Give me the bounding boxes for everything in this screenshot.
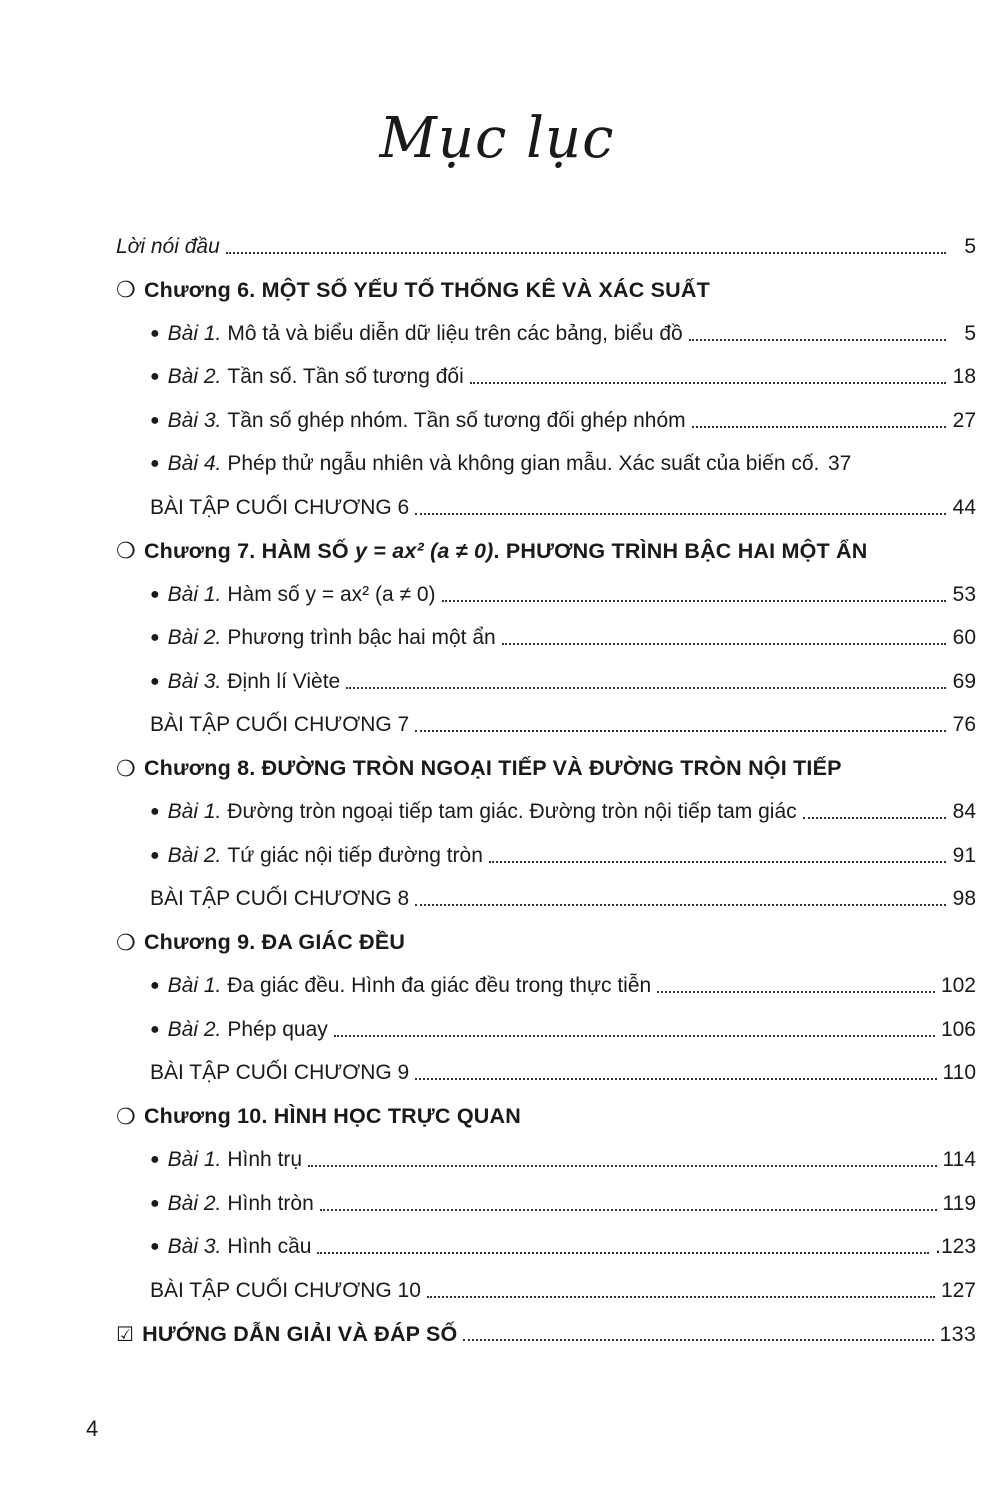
table-of-contents <box>116 225 976 1356</box>
toc-title-text: Mục lục <box>379 106 615 171</box>
page-number: 4 <box>86 1416 99 1441</box>
bullet-icon: ● <box>150 585 160 603</box>
circle-icon: ❍ <box>116 929 136 955</box>
dot-leader <box>692 426 946 428</box>
entry-page: 18 <box>952 365 976 389</box>
entry-text: Lời nói đầu <box>116 234 220 258</box>
entry-page: 84 <box>952 800 976 824</box>
dot-leader <box>689 339 946 341</box>
chapter-heading-9[interactable] <box>116 921 976 965</box>
entry-text: Phép thử ngẫu nhiên và không gian mẫu. Xác suất của biến cố. <box>227 452 820 476</box>
chapter-heading-7[interactable] <box>116 530 976 574</box>
circle-icon: ❍ <box>116 277 136 303</box>
lesson-label: Bài 2. <box>167 626 222 650</box>
entry-page: 91 <box>952 843 976 867</box>
toc-entry[interactable] <box>116 617 976 661</box>
entry-page: 127 <box>940 1278 976 1302</box>
lesson-label: Bài 3. <box>167 1235 222 1259</box>
toc-entry[interactable] <box>116 1008 976 1052</box>
lesson-label: Bài 1. <box>167 582 222 606</box>
toc-entry-review[interactable] <box>116 704 976 748</box>
toc-entry-review[interactable] <box>116 486 976 530</box>
lesson-label: Bài 2. <box>167 365 222 389</box>
toc-entry[interactable] <box>116 1139 976 1183</box>
toc-title <box>0 88 994 198</box>
toc-entry[interactable] <box>116 312 976 356</box>
entry-text: Phép quay <box>227 1017 328 1041</box>
bullet-icon: ● <box>150 846 160 864</box>
chapter-heading-8[interactable] <box>116 747 976 791</box>
dot-leader <box>657 991 935 993</box>
entry-text: BÀI TẬP CUỐI CHƯƠNG 9 <box>150 1061 410 1085</box>
entry-text: Đa giác đều. Hình đa giác đều trong thực tiễn <box>227 974 652 998</box>
entry-text: HƯỚNG DẪN GIẢI VÀ ĐÁP SỐ <box>142 1321 458 1346</box>
toc-entry[interactable] <box>116 791 976 835</box>
bullet-icon: ● <box>150 1238 160 1256</box>
chapter-title-suffix: . PHƯƠNG TRÌNH BẬC HAI MỘT ẨN <box>493 538 868 563</box>
entry-text: Tần số. Tần số tương đối <box>227 365 464 389</box>
entry-page: 119 <box>942 1191 976 1215</box>
dot-leader <box>470 382 946 384</box>
entry-text: Mô tả và biểu diễn dữ liệu trên các bảng, biểu đồ <box>227 321 683 345</box>
toc-entry[interactable] <box>116 1182 976 1226</box>
dot-leader <box>415 1078 936 1080</box>
toc-entry[interactable] <box>116 356 976 400</box>
dot-leader <box>415 513 946 515</box>
dot-leader <box>803 817 946 819</box>
entry-page: 133 <box>939 1321 976 1346</box>
entry-text: Hình tròn <box>227 1191 314 1215</box>
entry-text: Hình cầu <box>227 1235 312 1259</box>
entry-page: 106 <box>940 1017 976 1041</box>
bullet-icon: ● <box>150 803 160 821</box>
toc-entry-preface[interactable] <box>116 225 976 269</box>
circle-icon: ❍ <box>116 538 136 564</box>
entry-text: Hàm số y = ax² (a ≠ 0) <box>227 582 436 606</box>
checkbox-icon: ☑ <box>116 1323 135 1346</box>
bullet-icon: ● <box>150 368 160 386</box>
lesson-label: Bài 1. <box>167 1148 222 1172</box>
dot-leader <box>427 1296 935 1298</box>
chapter-title-formula: y = ax² (a ≠ 0) <box>354 538 494 563</box>
entry-page: 44 <box>952 495 976 519</box>
entry-page: .123 <box>935 1235 976 1259</box>
chapter-heading-6[interactable] <box>116 269 976 313</box>
lesson-label: Bài 3. <box>167 669 222 693</box>
chapter-title: Chương 9. ĐA GIÁC ĐỀU <box>143 930 406 955</box>
bullet-icon: ● <box>150 455 160 473</box>
chapter-title: Chương 6. MỘT SỐ YẾU TỐ THỐNG KÊ VÀ XÁC SUẤT <box>143 277 710 302</box>
dot-leader <box>415 904 946 906</box>
chapter-heading-10[interactable] <box>116 1095 976 1139</box>
dot-leader <box>502 643 946 645</box>
entry-page: 114 <box>942 1148 976 1172</box>
dot-leader <box>346 687 946 689</box>
toc-entry[interactable] <box>116 965 976 1009</box>
chapter-title-prefix: Chương 7. HÀM SỐ <box>143 538 355 563</box>
dot-leader <box>226 252 946 254</box>
entry-page: 27 <box>952 408 976 432</box>
entry-page: 102 <box>940 974 976 998</box>
entry-text: Tần số ghép nhóm. Tần số tương đối ghép nhóm <box>227 408 686 432</box>
toc-entry[interactable] <box>116 443 976 487</box>
entry-page: 69 <box>952 669 976 693</box>
entry-text: BÀI TẬP CUỐI CHƯƠNG 8 <box>150 887 410 911</box>
toc-entry-review[interactable] <box>116 1269 976 1313</box>
dot-leader <box>317 1252 929 1254</box>
entry-page: 76 <box>952 713 976 737</box>
bullet-icon: ● <box>150 977 160 995</box>
toc-entry[interactable] <box>116 399 976 443</box>
dot-leader <box>463 1339 933 1341</box>
dot-leader <box>442 600 946 602</box>
chapter-title: Chương 8. ĐƯỜNG TRÒN NGOẠI TIẾP VÀ ĐƯỜNG TRÒN NỘI TIẾP <box>143 756 842 781</box>
entry-text: BÀI TẬP CUỐI CHƯƠNG 7 <box>150 713 410 737</box>
entry-text: BÀI TẬP CUỐI CHƯƠNG 6 <box>150 495 410 519</box>
entry-page: 98 <box>952 887 976 911</box>
entry-page: 60 <box>952 626 976 650</box>
lesson-label: Bài 2. <box>167 1017 222 1041</box>
chapter-title: Chương 10. HÌNH HỌC TRỰC QUAN <box>143 1104 521 1129</box>
bullet-icon: ● <box>150 324 160 342</box>
lesson-label: Bài 3. <box>167 408 222 432</box>
entry-page: 37 <box>827 452 852 476</box>
toc-entry[interactable] <box>116 1226 976 1270</box>
entry-page: 53 <box>952 582 976 606</box>
entry-page: 5 <box>964 321 976 345</box>
bullet-icon: ● <box>150 411 160 429</box>
lesson-label: Bài 1. <box>167 321 222 345</box>
toc-entry[interactable] <box>116 660 976 704</box>
dot-leader <box>334 1035 935 1037</box>
lesson-label: Bài 2. <box>167 843 222 867</box>
bullet-icon: ● <box>150 672 160 690</box>
entry-text: BÀI TẬP CUỐI CHƯƠNG 10 <box>150 1278 421 1302</box>
toc-entry-review[interactable] <box>116 878 976 922</box>
toc-entry-answers[interactable] <box>116 1313 976 1357</box>
bullet-icon: ● <box>150 629 160 647</box>
lesson-label: Bài 1. <box>167 974 222 998</box>
dot-leader <box>320 1209 937 1211</box>
lesson-label: Bài 2. <box>167 1191 222 1215</box>
entry-text: Đường tròn ngoại tiếp tam giác. Đường tròn nội tiếp tam giác <box>227 800 797 824</box>
dot-leader <box>415 730 946 732</box>
entry-page: 110 <box>942 1061 976 1085</box>
dot-leader <box>308 1165 936 1167</box>
entry-text: Tứ giác nội tiếp đường tròn <box>227 843 483 867</box>
bullet-icon: ● <box>150 1020 160 1038</box>
circle-icon: ❍ <box>116 1103 136 1129</box>
toc-entry[interactable] <box>116 834 976 878</box>
circle-icon: ❍ <box>116 755 136 781</box>
toc-entry-review[interactable] <box>116 1052 976 1096</box>
lesson-label: Bài 1. <box>167 800 222 824</box>
entry-text: Hình trụ <box>227 1148 303 1172</box>
bullet-icon: ● <box>150 1151 160 1169</box>
entry-text: Phương trình bậc hai một ẩn <box>227 626 496 650</box>
lesson-label: Bài 4. <box>167 452 222 476</box>
bullet-icon: ● <box>150 1194 160 1212</box>
toc-entry[interactable] <box>116 573 976 617</box>
dot-leader <box>489 861 946 863</box>
entry-text: Định lí Viète <box>227 669 341 693</box>
entry-page: 5 <box>964 234 976 258</box>
